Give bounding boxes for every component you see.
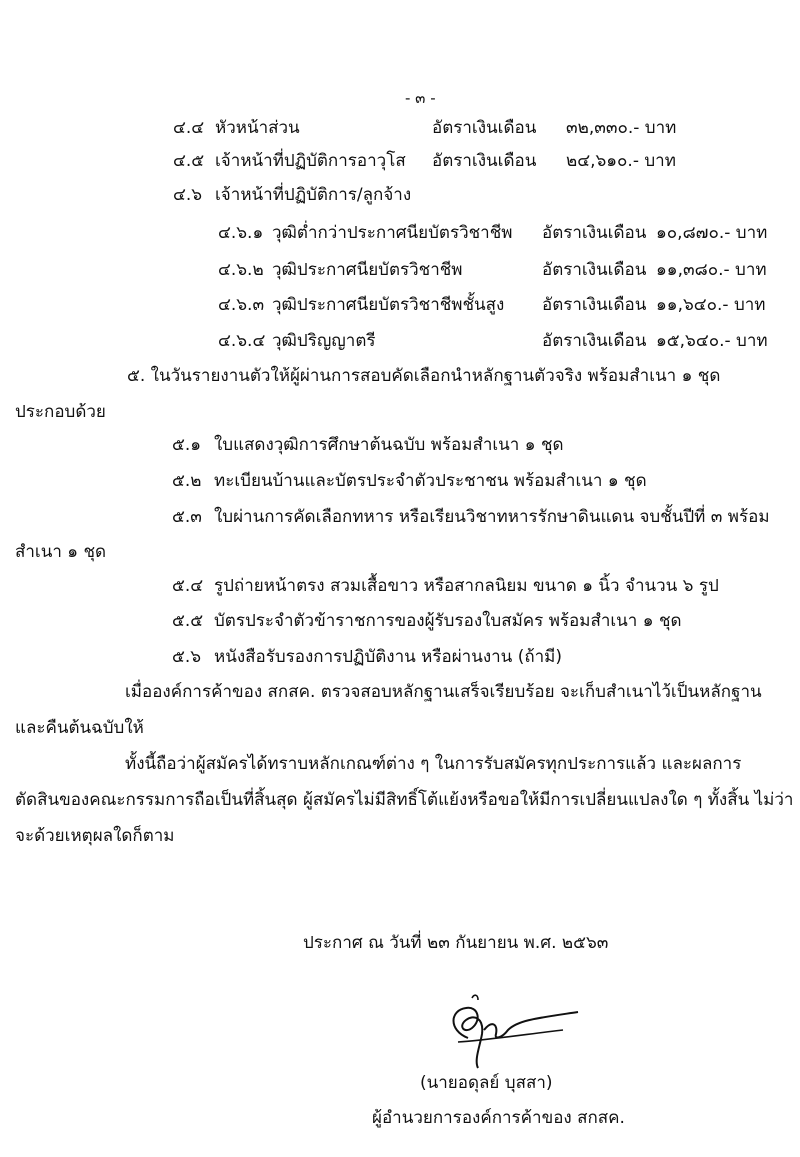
section5-intro-cont: ประกอบด้วย — [15, 402, 106, 422]
signer-name: (นายอดุลย์ บุสสา) — [420, 1073, 553, 1093]
salary-item-title: เจ้าหน้าที่ปฏิบัติการ/ลูกจ้าง — [215, 185, 412, 205]
paragraph-line: ทั้งนี้ถือว่าผู้สมัครได้ทราบหลักเกณฑ์ต่าง ๆ ในการรับสมัครทุกประการแล้ว และผลการ — [125, 754, 742, 774]
doc-item-text: ทะเบียนบ้านและบัตรประจำตัวประชาชน พร้อมสำเนา ๑ ชุด — [214, 471, 647, 491]
doc-item-num: ๕.๔ — [172, 576, 204, 596]
salary-item-num: ๔.๖ — [173, 185, 203, 205]
salary-amount: ๓๒,๓๓๐.- บาท — [566, 118, 677, 138]
sub-item-num: ๔.๖.๔ — [218, 331, 266, 351]
section5-intro: ๕. ในวันรายงานตัวให้ผู้ผ่านการสอบคัดเลือกนำหลักฐานตัวจริง พร้อมสำเนา ๑ ชุด — [127, 366, 721, 386]
salary-item-title: หัวหน้าส่วน — [215, 118, 300, 138]
doc-item-text: ใบผ่านการคัดเลือกทหาร หรือเรียนวิชาทหารรักษาดินแดน จบชั้นปีที่ ๓ พร้อม — [214, 507, 770, 527]
doc-item-text-cont: สำเนา ๑ ชุด — [15, 542, 107, 562]
doc-item-num: ๕.๓ — [172, 507, 202, 527]
doc-item-text: หนังสือรับรองการปฏิบัติงาน หรือผ่านงาน (ถ้ามี) — [214, 647, 563, 667]
salary-amount: ๒๔,๖๑๐.- บาท — [566, 151, 676, 171]
doc-item-num: ๕.๑ — [172, 435, 202, 455]
signer-title: ผู้อำนวยการองค์การค้าของ สกสค. — [372, 1108, 625, 1128]
announcement-date: ประกาศ ณ วันที่ ๒๓ กันยายน พ.ศ. ๒๕๖๓ — [303, 933, 609, 953]
sub-rate-label: อัตราเงินเดือน — [542, 295, 647, 315]
sub-amount: ๑๑,๓๘๐.- บาท — [656, 260, 767, 280]
doc-item-num: ๕.๒ — [172, 471, 202, 491]
sub-amount: ๑๐,๘๗๐.- บาท — [656, 223, 768, 243]
page-number: - ๓ - — [405, 89, 436, 107]
sub-item-title: วุฒิปริญญาตรี — [272, 331, 376, 351]
doc-item-num: ๕.๕ — [172, 611, 204, 631]
paragraph-line: เมื่อองค์การค้าของ สกสค. ตรวจสอบหลักฐานเสร็จเรียบร้อย จะเก็บสำเนาไว้เป็นหลักฐาน — [125, 682, 762, 702]
sub-rate-label: อัตราเงินเดือน — [542, 331, 647, 351]
sub-item-num: ๔.๖.๓ — [218, 295, 265, 315]
sub-item-title: วุฒิต่ำกว่าประกาศนียบัตรวิชาชีพ — [272, 223, 513, 243]
doc-item-text: ใบแสดงวุฒิการศึกษาต้นฉบับ พร้อมสำเนา ๑ ชุด — [214, 435, 564, 455]
salary-item-num: ๔.๔ — [173, 118, 205, 138]
salary-rate-label: อัตราเงินเดือน — [432, 151, 537, 171]
sub-item-num: ๔.๖.๑ — [218, 223, 264, 243]
sub-amount: ๑๑,๖๔๐.- บาท — [656, 295, 766, 315]
salary-rate-label: อัตราเงินเดือน — [432, 118, 537, 138]
sub-item-num: ๔.๖.๒ — [218, 260, 264, 280]
sub-rate-label: อัตราเงินเดือน — [542, 260, 647, 280]
doc-item-text: รูปถ่ายหน้าตรง สวมเสื้อขาว หรือสากลนิยม ขนาด ๑ นิ้ว จำนวน ๖ รูป — [214, 576, 719, 596]
salary-item-num: ๔.๕ — [173, 151, 205, 171]
paragraph-line: ตัดสินของคณะกรรมการถือเป็นที่สิ้นสุด ผู้สมัครไม่มีสิทธิ์โต้แย้งหรือขอให้มีการเปลี่ยนแปลงใด ๆ ทั้งสิ้น ไม่ว่า — [15, 790, 794, 810]
sub-amount: ๑๕,๖๔๐.- บาท — [656, 331, 768, 351]
salary-item-title: เจ้าหน้าที่ปฏิบัติการอาวุโส — [215, 151, 406, 171]
sub-rate-label: อัตราเงินเดือน — [542, 223, 647, 243]
paragraph-line: จะด้วยเหตุผลใดก็ตาม — [15, 826, 175, 846]
sub-item-title: วุฒิประกาศนียบัตรวิชาชีพ — [272, 260, 463, 280]
signature-image — [438, 990, 588, 1070]
paragraph-line: และคืนต้นฉบับให้ — [15, 718, 144, 738]
doc-item-text: บัตรประจำตัวข้าราชการของผู้รับรองใบสมัคร พร้อมสำเนา ๑ ชุด — [214, 611, 682, 631]
sub-item-title: วุฒิประกาศนียบัตรวิชาชีพชั้นสูง — [272, 295, 505, 315]
doc-item-num: ๕.๖ — [172, 647, 202, 667]
